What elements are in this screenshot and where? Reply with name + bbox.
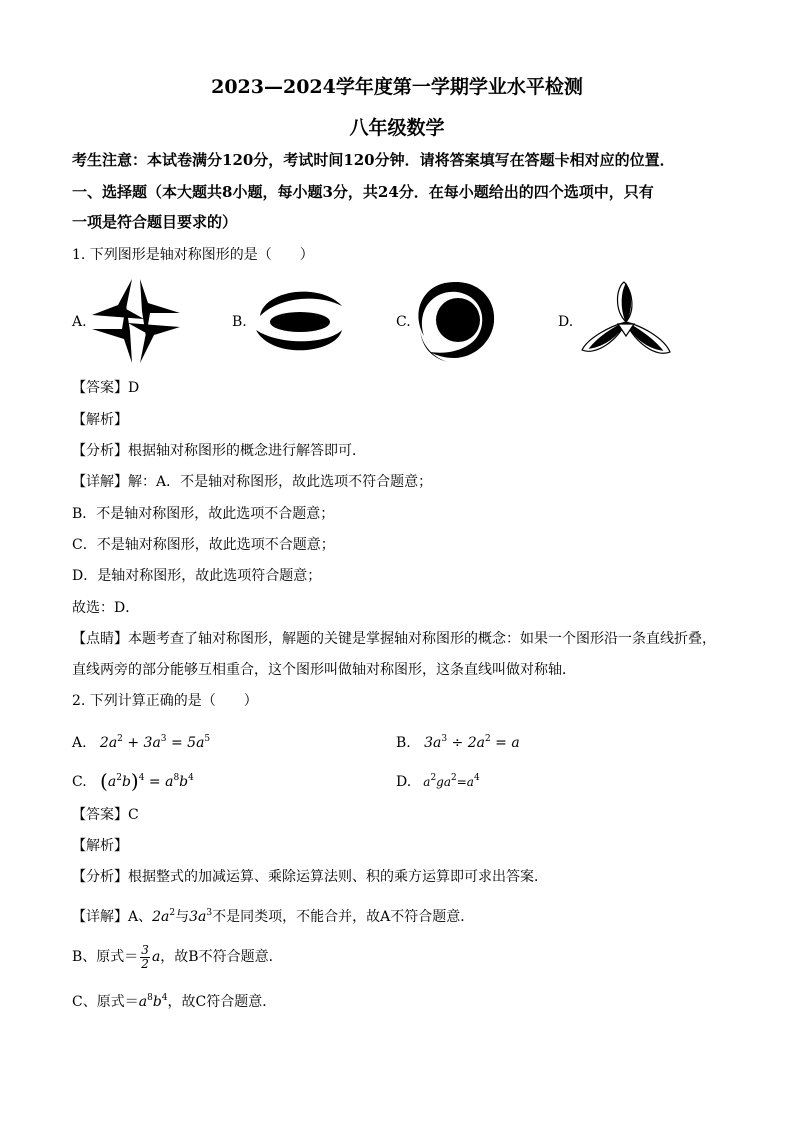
- q1-choose: 故选：D．: [72, 600, 140, 616]
- q1-option-c-label: C.: [396, 314, 411, 330]
- q2-option-b-formula: $3a^3 \div 2a^2 = a$: [415, 734, 520, 751]
- q2-b-pre: B、原式＝: [72, 949, 139, 965]
- q2-option-a-label: A.: [72, 735, 87, 751]
- q1-option-d-label: D.: [558, 314, 574, 330]
- q2-option-c-explain: [72, 988, 722, 1012]
- q1-option-a-figure: [88, 275, 184, 367]
- exam-subtitle: 八年级数学: [349, 117, 445, 139]
- q1-option-b-label: B.: [232, 314, 247, 330]
- q1-fenxi: 【分析】根据轴对称图形的概念进行解答即可．: [72, 443, 366, 459]
- q2-option-c-label: C.: [72, 774, 87, 790]
- q2-option-d-label: D.: [396, 774, 412, 790]
- section-heading-line1: 一、选择题（本大题共8小题，每小题3分，共24分．在每小题给出的四个选项中，只有: [72, 183, 654, 201]
- q1-option-d-figure: [578, 280, 674, 362]
- q1-analysis-head: 【解析】: [72, 412, 128, 428]
- q1-stem: 1. 下列图形是轴对称图形的是（ ）: [72, 247, 314, 263]
- q2-b-variable: a: [151, 949, 161, 965]
- q2-option-a: [72, 729, 372, 753]
- q1-xiangjie: 【详解】解：A．不是轴对称图形，故此选项不符合题意；: [72, 474, 433, 490]
- q1-answer: 【答案】D: [72, 380, 140, 396]
- exam-title: 2023—2024学年度第一学期学业水平检测: [211, 76, 583, 98]
- q2-xiangjie-post: 不是同类项，不能合并，故A不符合题意．: [212, 909, 475, 925]
- q2-option-b: [396, 729, 696, 753]
- q2-option-c-formula: $(a^2b)^4 = a^8b^4$: [100, 769, 194, 793]
- q2-option-b-label: B.: [396, 735, 411, 751]
- q2-c-result: $a^8b^4$: [138, 993, 168, 1010]
- section-heading-line2: 一项是符合题目要求的）: [72, 213, 238, 231]
- q1-dianjing-line1: 【点睛】本题考查了轴对称图形，解题的关键是掌握轴对称图形的概念：如果一个图形沿一条直线折叠，: [72, 631, 716, 647]
- q1-option-d-explain: D．是轴对称图形，故此选项符合题意；: [72, 568, 322, 584]
- q2-c-pre: C、原式＝: [72, 994, 139, 1010]
- q2-term-3a3: $3a^3$: [189, 908, 213, 925]
- q1-option-b-figure: [250, 284, 350, 360]
- q2-b-fraction: $\frac{3}{2}$: [141, 942, 149, 971]
- q2-option-c: [72, 768, 372, 792]
- q2-xiangjie: [72, 903, 722, 927]
- q2-option-d-formula: $a^2ga^2=a^4$: [415, 773, 480, 789]
- q1-dianjing-line2: 直线两旁的部分能够互相重合，这个图形叫做轴对称图形，这条直线叫做对称轴．: [72, 662, 576, 678]
- q2-analysis-head: 【解析】: [72, 838, 128, 854]
- notice-text: 考生注意：本试卷满分120分，考试时间120分钟．请将答案填写在答题卡相对应的位置．: [72, 151, 675, 169]
- q2-option-d: [396, 768, 696, 792]
- q2-answer: 【答案】C: [72, 807, 139, 823]
- q2-c-post: ，故C符合题意．: [167, 994, 277, 1010]
- q2-term-2a2: $2a^2$: [152, 908, 176, 925]
- q2-fenxi: 【分析】根据整式的加减运算、乘除运算法则、积的乘方运算即可求出答案．: [72, 869, 548, 885]
- q1-option-c-explain: C．不是轴对称图形，故此选项不合题意；: [72, 537, 335, 553]
- q1-option-c-figure: [414, 278, 498, 364]
- q2-xiangjie-mid: 与: [175, 909, 190, 925]
- q2-option-a-formula: $2a^2 + 3a^3 = 5a^5$: [91, 734, 211, 751]
- q2-b-post: ，故B不符合题意．: [160, 949, 283, 965]
- q2-xiangjie-pre: 【详解】A、: [72, 909, 153, 925]
- q2-stem: 2. 下列计算正确的是（ ）: [72, 693, 258, 709]
- q1-option-a-label: A.: [72, 314, 87, 330]
- q1-option-b-explain: B．不是轴对称图形，故此选项不合题意；: [72, 506, 335, 522]
- q2-option-b-explain: [72, 940, 722, 974]
